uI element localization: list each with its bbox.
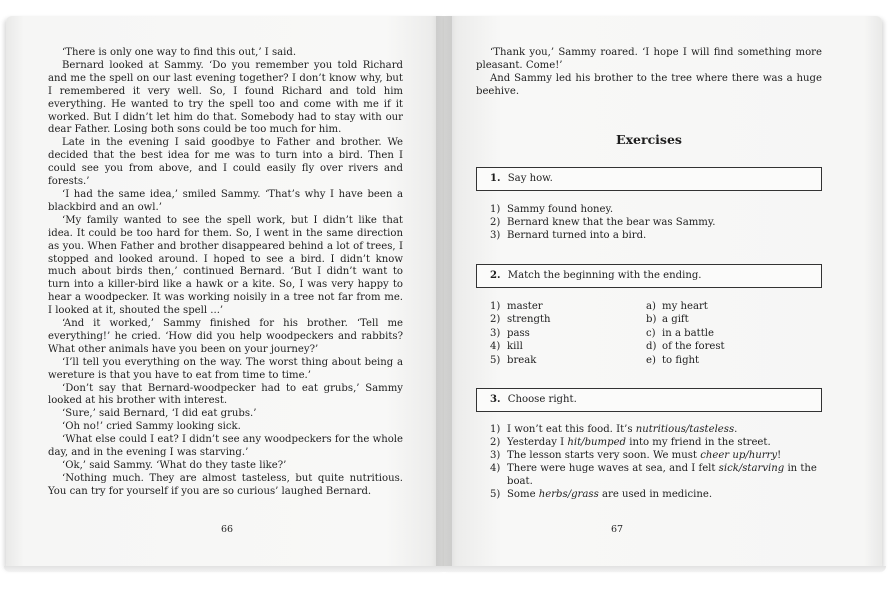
page-edges bbox=[4, 566, 886, 572]
list-item bbox=[490, 489, 820, 502]
list-item bbox=[490, 450, 820, 463]
item-number: 3) bbox=[490, 327, 501, 339]
list-item bbox=[490, 217, 820, 230]
item-number: 1) bbox=[490, 301, 501, 312]
exercise-1-box bbox=[476, 167, 822, 191]
exercise-3-list bbox=[490, 424, 820, 501]
item-text: Sammy found honey. bbox=[507, 204, 614, 215]
sentence-start: Some bbox=[507, 488, 539, 500]
paragraph: ‘Nothing much. They are almost tasteless, but quite nutritious. You can try for yourself if you are so curious’ laughed Bernard. bbox=[48, 472, 403, 497]
word-choice: cheer up/hurry bbox=[700, 449, 778, 461]
match-ending: to fight bbox=[662, 354, 700, 366]
page-number: 66 bbox=[221, 524, 234, 535]
item-number: 3) bbox=[490, 449, 501, 461]
match-beginning: master bbox=[507, 301, 543, 312]
sentence-end: . bbox=[734, 424, 738, 435]
item-number: 3) bbox=[490, 229, 501, 241]
list-item bbox=[490, 463, 820, 489]
paragraph: ‘There is only one way to find this out,’ I said. bbox=[62, 47, 297, 58]
match-ending: in a battle bbox=[662, 327, 714, 339]
left-page bbox=[6, 16, 444, 568]
match-ending: a gift bbox=[662, 314, 689, 326]
word-choice: herbs/grass bbox=[538, 488, 599, 500]
exercise-instruction: Choose right. bbox=[507, 394, 577, 405]
item-text bbox=[507, 437, 820, 450]
match-beginning: strength bbox=[507, 314, 551, 326]
item-number: 1) bbox=[490, 204, 501, 215]
list-item bbox=[490, 230, 820, 243]
item-text bbox=[507, 463, 820, 489]
match-row bbox=[490, 313, 820, 326]
word-choice: hit/bumped bbox=[567, 436, 627, 448]
item-number: 5) bbox=[490, 354, 501, 366]
exercise-instruction: Match the beginning with the ending. bbox=[507, 270, 702, 281]
list-item bbox=[490, 437, 820, 450]
item-text bbox=[507, 489, 820, 502]
item-number: 1) bbox=[490, 424, 501, 435]
sentence-start: The lesson starts very soon. We must bbox=[507, 449, 701, 461]
paragraph: ‘What else could I eat? I didn’t see any woodpeckers for the whole day, and in the evening I was starving.’ bbox=[48, 434, 403, 459]
item-letter: b) bbox=[646, 314, 657, 326]
paragraph: ‘My family wanted to see the spell work, but I didn’t like that idea. It could be too hard for them. So, I went in the same direction as you. When Father and brother disappeared behind a lot of trees, I stopped and looked around. I hoped to see a bird. I didn’t know much about birds then,’ continued Bernard. ‘But I didn’t want to turn into a killer-bird like a hawk or a kite. So, I was very happy to hear a woodpecker. It was working noisily in a tree not far from me. I looked at it, shouted the spell ...’ bbox=[48, 214, 403, 317]
match-row bbox=[490, 300, 820, 313]
exercise-number: 1. bbox=[490, 173, 501, 184]
paragraph: Late in the evening I said goodbye to Father and brother. We decided that the best idea for me was to turn into a bird. Then I could see you from above, and I could easily fly over rivers and forests.’ bbox=[48, 137, 403, 188]
story-text bbox=[48, 47, 403, 499]
right-page bbox=[444, 16, 882, 568]
item-letter: a) bbox=[646, 301, 656, 312]
match-beginning: kill bbox=[507, 341, 523, 353]
list-item bbox=[490, 424, 820, 437]
item-text: Bernard knew that the bear was Sammy. bbox=[507, 216, 716, 228]
list-item bbox=[490, 204, 820, 217]
exercise-number: 2. bbox=[490, 270, 501, 281]
item-number: 4) bbox=[490, 341, 501, 353]
item-number: 4) bbox=[490, 462, 501, 474]
story-text-continued bbox=[476, 47, 822, 99]
match-row bbox=[490, 340, 820, 353]
book-spine-gutter bbox=[436, 16, 452, 568]
sentence-end: are used in medicine. bbox=[598, 488, 713, 500]
item-text bbox=[507, 450, 820, 463]
item-text: Bernard turned into a bird. bbox=[507, 229, 647, 241]
match-row bbox=[490, 327, 820, 340]
paragraph: ‘Sure,’ said Bernard, ‘I did eat grubs.’ bbox=[62, 408, 257, 420]
word-choice: sick/starving bbox=[718, 462, 785, 474]
item-letter: c) bbox=[646, 327, 656, 339]
paragraph: ‘I had the same idea,’ smiled Sammy. ‘That’s why I have been a blackbird and an owl.’ bbox=[48, 188, 403, 213]
item-number: 2) bbox=[490, 436, 501, 448]
paragraph: ‘Ok,’ said Sammy. ‘What do they taste like?’ bbox=[62, 460, 287, 471]
page-number: 67 bbox=[611, 524, 624, 535]
sentence-end: in the boat. bbox=[507, 462, 817, 487]
paragraph: ‘Thank you,’ Sammy roared. ‘I hope I will find something more pleasant. Come!’ bbox=[476, 47, 822, 71]
sentence-end: into my friend in the street. bbox=[626, 436, 771, 448]
item-number: 2) bbox=[490, 314, 501, 326]
paragraph: ‘Don’t say that Bernard-woodpecker had to eat grubs,’ Sammy looked at his brother with interest. bbox=[48, 382, 403, 407]
paragraph: And Sammy led his brother to the tree where there was a huge beehive. bbox=[476, 72, 822, 97]
item-letter: d) bbox=[646, 341, 657, 353]
paragraph: ‘And it worked,’ Sammy finished for his brother. ‘Tell me everything!’ he cried. ‘How did you help woodpeckers and rabbits? What other animals have you been on your journey?’ bbox=[48, 318, 403, 355]
paragraph: Bernard looked at Sammy. ‘Do you remember you told Richard and me the spell on our last evening together? I don’t know why, but I remembered it very well. So, I found Richard and told him everything. He wanted to try the spell too and come with me if it worked. But I didn’t let him do that. Somebody had to stay with our dear Father. Losing both sons could be too much for him. bbox=[48, 59, 403, 136]
exercise-instruction: Say how. bbox=[507, 173, 553, 184]
exercise-number: 3. bbox=[490, 394, 501, 405]
item-number: 5) bbox=[490, 488, 501, 500]
sentence-start: There were huge waves at sea, and I felt bbox=[507, 462, 719, 474]
exercise-1-list bbox=[490, 204, 820, 243]
item-text bbox=[507, 424, 820, 437]
sentence-start: Yesterday I bbox=[507, 436, 568, 448]
sentence-end: ! bbox=[777, 449, 782, 461]
item-number: 2) bbox=[490, 216, 501, 228]
match-row bbox=[490, 354, 820, 367]
exercises-heading: Exercises bbox=[616, 132, 682, 147]
exercise-2-matching bbox=[490, 300, 820, 367]
paragraph: ‘I’ll tell you everything on the way. The worst thing about being a wereture is that you have to eat from time to time.’ bbox=[48, 356, 403, 381]
exercise-3-box bbox=[476, 388, 822, 412]
paragraph: ‘Oh no!’ cried Sammy looking sick. bbox=[62, 421, 241, 433]
word-choice: nutritious/tasteless bbox=[635, 424, 735, 435]
sentence-start: I won’t eat this food. It’s bbox=[507, 424, 636, 435]
match-beginning: break bbox=[507, 354, 537, 366]
match-ending: of the forest bbox=[662, 341, 725, 353]
match-beginning: pass bbox=[507, 327, 530, 339]
match-ending: my heart bbox=[662, 301, 708, 312]
exercise-2-box bbox=[476, 264, 822, 288]
item-letter: e) bbox=[646, 354, 656, 366]
